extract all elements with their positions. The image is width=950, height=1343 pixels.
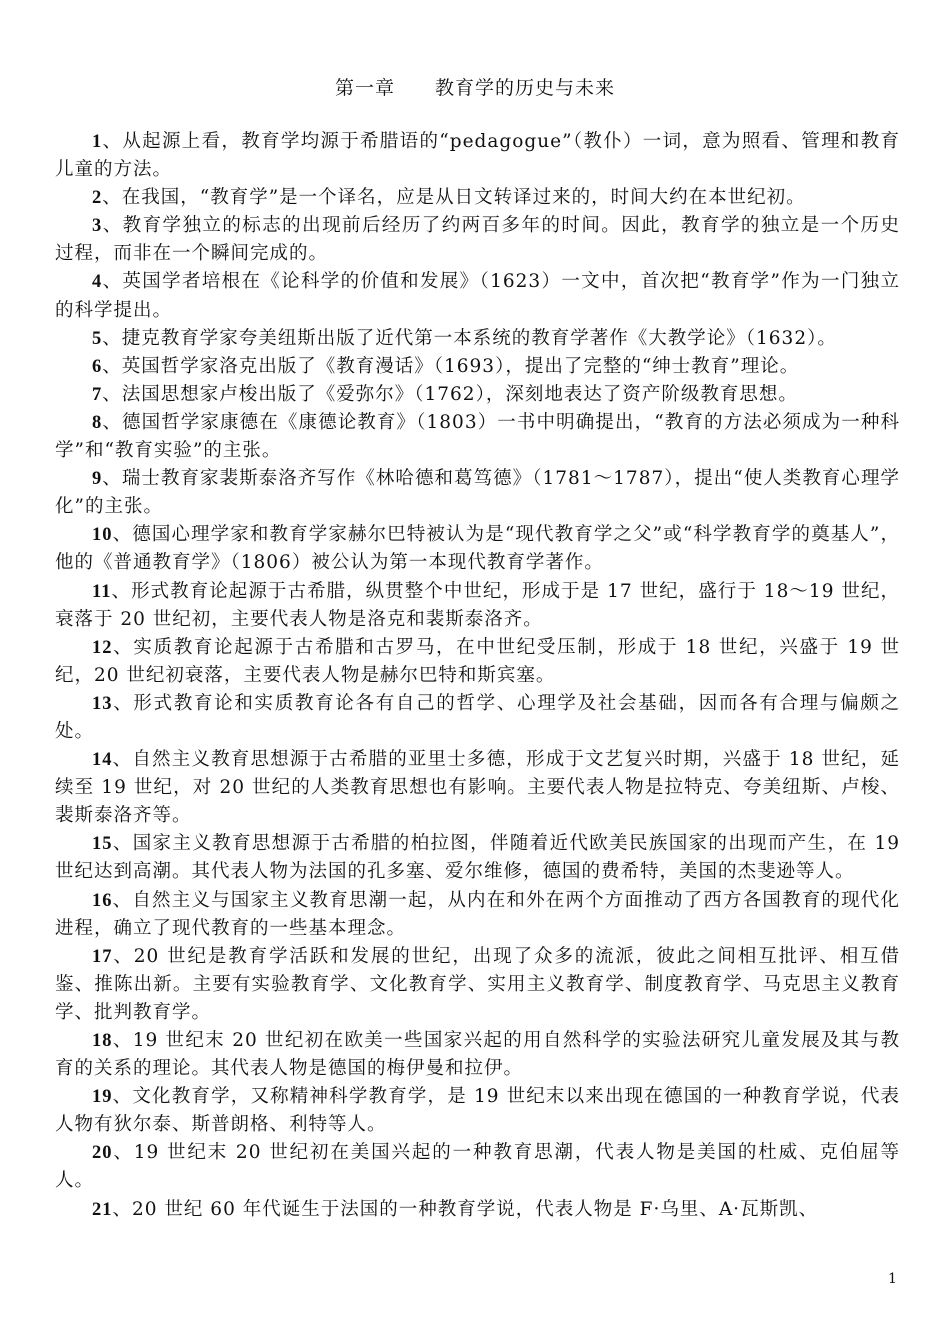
paragraph-number: 11	[92, 581, 112, 602]
paragraph	[55, 184, 900, 212]
paragraph-text: 、20 世纪 60 年代诞生于法国的一种教育学说，代表人物是 F·乌里、A·瓦斯凯、	[112, 1198, 819, 1220]
paragraph-text: 、自然主义教育思想源于古希腊的亚里士多德，形成于文艺复兴时期，兴盛于 18 世纪，延续至 19 世纪，对 20 世纪的人类教育思想也有影响。主要代表人物是拉特克、夸美纽斯、卢梭、裴斯泰洛齐等。	[55, 749, 900, 827]
paragraph	[55, 1083, 900, 1139]
paragraph-text: 、德国哲学家康德在《康德论教育》（1803）一书中明确提出，“教育的方法必须成为一种科学”和“教育实验”的主张。	[55, 411, 900, 462]
paragraph-text: 、英国哲学家洛克出版了《教育漫话》（1693），提出了完整的“绅士教育”理论。	[102, 355, 800, 377]
paragraph-text: 、法国思想家卢梭出版了《爱弥尔》（1762），深刻地表达了资产阶级教育思想。	[102, 383, 798, 405]
paragraph-number: 17	[92, 946, 113, 967]
paragraph	[55, 943, 900, 1027]
paragraph-text: 、自然主义与国家主义教育思潮一起，从内在和外在两个方面推动了西方各国教育的现代化进程，确立了现代教育的一些基本理念。	[55, 889, 900, 939]
paragraph-text: 、20 世纪是教育学活跃和发展的世纪，出现了众多的流派，彼此之间相互批评、相互借鉴、推陈出新。主要有实验教育学、文化教育学、实用主义教育学、制度教育学、马克思主义教育学、批判教育学。	[55, 945, 900, 1023]
paragraph-number: 2	[92, 188, 103, 209]
paragraph-number: 20	[92, 1143, 113, 1164]
paragraph-text: 、实质教育论起源于古希腊和古罗马，在中世纪受压制，形成于 18 世纪，兴盛于 19 世纪，20 世纪初衰落，主要代表人物是赫尔巴特和斯宾塞。	[55, 636, 900, 686]
paragraph	[55, 746, 900, 830]
paragraph	[55, 268, 900, 324]
paragraph	[55, 353, 900, 381]
document-body	[55, 128, 900, 1224]
paragraph-number: 5	[92, 328, 103, 349]
paragraph	[55, 1027, 900, 1083]
paragraph-number: 16	[92, 890, 113, 911]
paragraph-number: 14	[92, 750, 113, 771]
paragraph	[55, 690, 900, 746]
paragraph-number: 1	[92, 132, 103, 152]
paragraph-text: 、英国学者培根在《论科学的价值和发展》（1623）一文中，首次把“教育学”作为一门独立的科学提出。	[55, 271, 900, 321]
paragraph	[55, 634, 900, 690]
paragraph-text: 、形式教育论和实质教育论各有自己的哲学、心理学及社会基础，因而各有合理与偏颇之处。	[55, 692, 900, 742]
paragraph	[55, 1139, 900, 1195]
paragraph-text: 、19 世纪末 20 世纪初在欧美一些国家兴起的用自然科学的实验法研究儿童发展及其与教育的关系的理论。其代表人物是德国的梅伊曼和拉伊。	[55, 1030, 900, 1080]
paragraph	[55, 212, 900, 268]
paragraph-number: 12	[92, 637, 113, 658]
paragraph-number: 8	[92, 412, 103, 433]
paragraph	[55, 128, 900, 184]
paragraph-number: 15	[92, 834, 113, 855]
paragraph-text: 、从起源上看，教育学均源于希腊语的“pedagogue”（教仆）一词，意为照看、管理和教育儿童的方法。	[55, 131, 900, 181]
paragraph-text: 、瑞士教育家裴斯泰洛齐写作《林哈德和葛笃德》（1781～1787），提出“使人类教育心理学化”的主张。	[55, 468, 900, 518]
paragraph-text: 、捷克教育学家夸美纽斯出版了近代第一本系统的教育学著作《大教学论》（1632）。	[102, 327, 837, 349]
paragraph	[55, 1196, 900, 1224]
page-number: 1	[888, 1271, 897, 1287]
paragraph-text: 、19 世纪末 20 世纪初在美国兴起的一种教育思潮，代表人物是美国的杜威、克伯屈等人。	[55, 1142, 900, 1192]
paragraph-text: 、在我国，“教育学”是一个译名，应是从日文转译过来的，时间大约在本世纪初。	[102, 187, 806, 209]
paragraph	[55, 887, 900, 943]
paragraph-number: 18	[92, 1031, 113, 1051]
paragraph-number: 9	[92, 469, 103, 490]
paragraph	[55, 465, 900, 521]
paragraph-text: 、国家主义教育思想源于古希腊的柏拉图，伴随着近代欧美民族国家的出现而产生，在 19 世纪达到高潮。其代表人物为法国的孔多塞、爱尔维修，德国的费希特，美国的杰斐逊等人。	[55, 833, 900, 883]
paragraph	[55, 830, 900, 886]
paragraph-number: 7	[92, 384, 103, 405]
paragraph-number: 21	[92, 1199, 113, 1220]
paragraph-number: 19	[92, 1087, 113, 1108]
paragraph-text: 、形式教育论起源于古希腊，纵贯整个中世纪，形成于是 17 世纪，盛行于 18～19 世纪，衰落于 20 世纪初，主要代表人物是洛克和裴斯泰洛齐。	[55, 580, 900, 630]
paragraph-text: 、德国心理学家和教育学家赫尔巴特被认为是“现代教育学之父”或“科学教育学的奠基人”，他的《普通教育学》（1806）被公认为第一本现代教育学著作。	[55, 524, 900, 574]
paragraph-number: 4	[92, 272, 103, 293]
paragraph	[55, 578, 900, 634]
paragraph	[55, 325, 900, 353]
paragraph-number: 6	[92, 356, 103, 377]
paragraph	[55, 409, 900, 465]
paragraph	[55, 521, 900, 577]
paragraph	[55, 381, 900, 409]
paragraph-number: 10	[92, 525, 113, 546]
paragraph-number: 3	[92, 216, 103, 237]
paragraph-text: 、文化教育学，又称精神科学教育学，是 19 世纪末以来出现在德国的一种教育学说，代表人物有狄尔泰、斯普朗格、利特等人。	[55, 1086, 900, 1136]
paragraph-number: 13	[92, 693, 113, 714]
paragraph-text: 、教育学独立的标志的出现前后经历了约两百多年的时间。因此，教育学的独立是一个历史过程，而非在一个瞬间完成的。	[55, 215, 900, 265]
chapter-title: 第一章 教育学的历史与未来	[334, 77, 615, 99]
